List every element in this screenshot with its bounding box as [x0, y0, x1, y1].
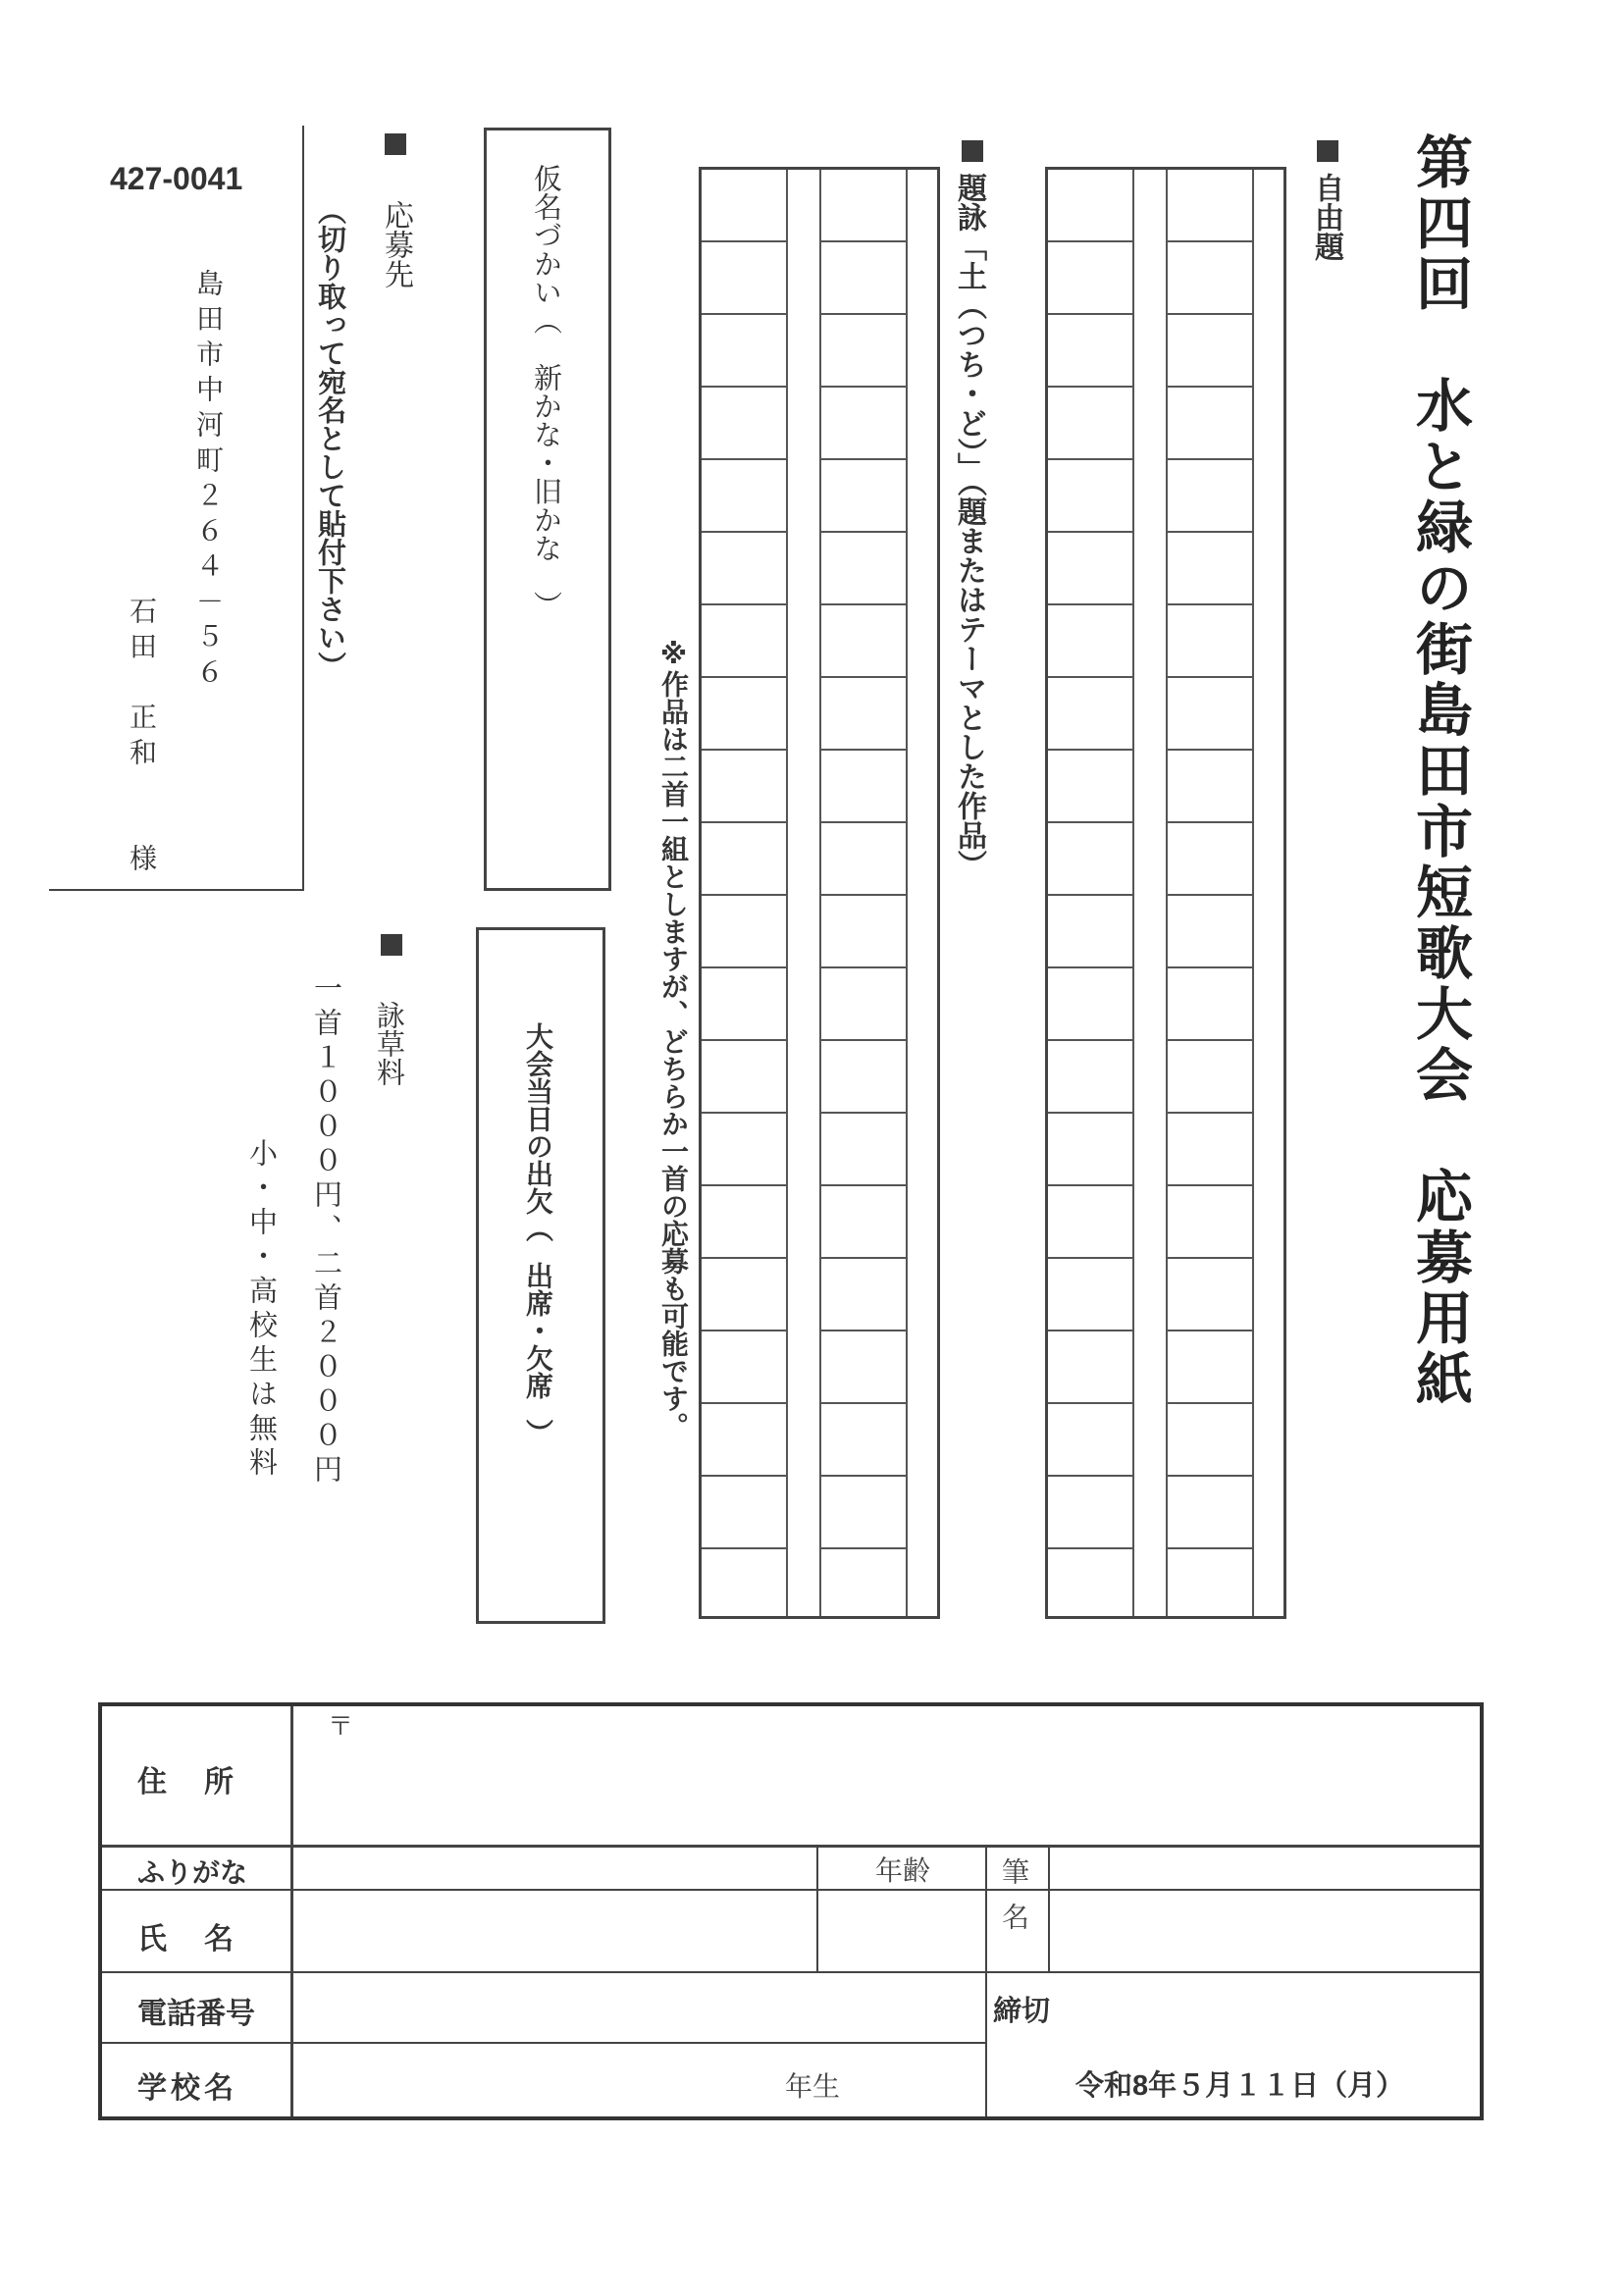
bullet-square-icon	[1317, 140, 1338, 162]
phone-field[interactable]	[294, 1975, 983, 2040]
age-field[interactable]	[820, 1893, 983, 1969]
postal-code: 427-0041	[110, 161, 243, 196]
kana-usage-text: 仮名づかい（ 新かな・旧かな ）	[530, 164, 563, 619]
set-theme-column-1[interactable]	[821, 170, 906, 1616]
recipient-name: 石田 正和 様	[126, 597, 158, 879]
attendance-box[interactable]	[476, 927, 605, 1624]
set-theme-grid[interactable]	[699, 167, 940, 1619]
cut-line-vertical	[302, 126, 304, 891]
apply-to-label: 応募先	[379, 200, 413, 288]
fee-label: 詠草料	[373, 1001, 406, 1086]
name-label: 氏 名	[137, 1923, 237, 1956]
free-theme-column-1[interactable]	[1168, 170, 1252, 1616]
deadline-label: 締切	[993, 1996, 1051, 2027]
age-label: 年齢	[875, 1854, 931, 1887]
school-label: 学校名	[137, 2072, 237, 2105]
set-theme-label	[952, 173, 986, 879]
postal-mark: 〒	[328, 1712, 354, 1742]
school-field[interactable]	[294, 2046, 814, 2114]
page-title: 第四回 水と緑の街島田市短歌大会 応募用紙	[1406, 132, 1473, 1410]
grade-label: 年生	[785, 2070, 841, 2103]
free-theme-column-2[interactable]	[1048, 170, 1132, 1616]
bullet-square-icon	[385, 133, 406, 155]
pen-name-label: 筆名	[998, 1857, 1030, 1948]
attendance-options[interactable]: 出席・欠席	[522, 1262, 554, 1399]
attendance-label: 大会当日の出欠（	[522, 1022, 554, 1242]
set-theme-title: 題詠「土（つち・ど）」	[952, 173, 986, 482]
phone-label: 電話番号	[137, 1998, 255, 2030]
application-form-table	[98, 1702, 1484, 2120]
free-theme-grid[interactable]	[1045, 167, 1286, 1619]
set-theme-note: （題またはテーマとした作品）	[952, 482, 986, 879]
set-theme-column-2[interactable]	[702, 170, 786, 1616]
apply-to-instruction: （切り取って宛名として貼付下さい）	[314, 196, 347, 680]
fee-amounts: 一首１０００円、二首２０００円	[310, 973, 343, 1488]
bullet-square-icon	[381, 934, 402, 956]
name-field[interactable]	[294, 1893, 814, 1969]
pen-name-field[interactable]	[1052, 1848, 1478, 1969]
furigana-field[interactable]	[294, 1848, 814, 1887]
entry-note: ※作品は二首一組としますが、どちらか一首の応募も可能です。	[657, 638, 690, 1439]
recipient-address: 島田市中河町２６４－５６	[192, 269, 225, 693]
furigana-label: ふりがな	[137, 1857, 248, 1888]
free-theme-label: 自由題	[1309, 173, 1343, 261]
address-field[interactable]	[294, 1722, 1478, 1842]
deadline-value: 令和8年５月１１日（月）	[1075, 2070, 1405, 2102]
attendance-text	[522, 1022, 554, 1446]
student-fee-note: 小・中・高校生は無料	[245, 1138, 279, 1482]
address-label: 住 所	[137, 1766, 237, 1799]
cut-line-horizontal	[49, 889, 302, 891]
attendance-close: ）	[522, 1419, 554, 1446]
kana-usage-box[interactable]	[484, 128, 611, 891]
bullet-square-icon	[962, 140, 983, 162]
